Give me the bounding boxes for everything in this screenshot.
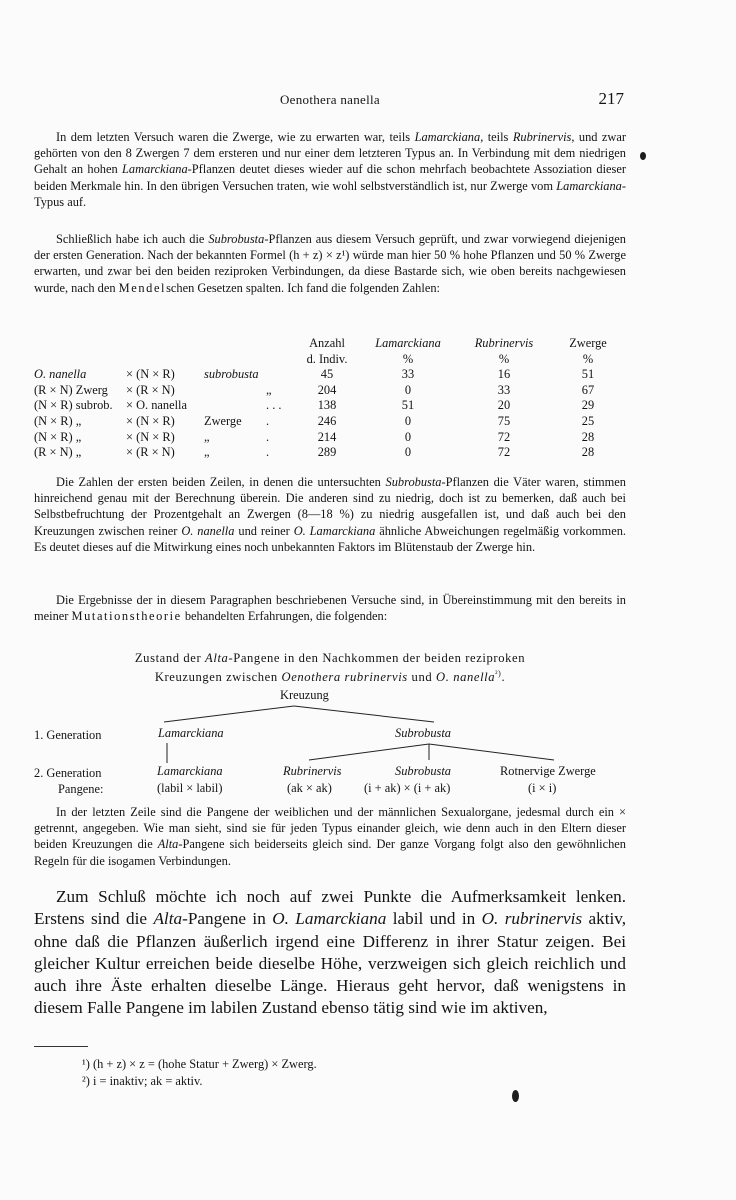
cell-count: 289 — [317, 445, 337, 460]
paragraph-4-text — [34, 592, 626, 624]
caption-line-2 — [34, 666, 626, 685]
cell-count: 138 — [317, 398, 337, 413]
cross-dots: . — [266, 429, 270, 444]
italic-term: O. Lamarckiana — [293, 523, 376, 538]
italic-term: Oenothera rubrinervis — [281, 670, 408, 685]
percent-sign: % — [402, 351, 414, 366]
percent-sign: % — [582, 351, 594, 366]
paragraph-6-text — [34, 886, 626, 1020]
cross-type — [204, 383, 266, 399]
cross-dots: . — [266, 445, 270, 460]
paragraph-2 — [34, 231, 626, 296]
cell-zwerge: 51 — [581, 367, 595, 382]
footnote-ref: ²) — [495, 669, 502, 678]
running-title: Oenothera nanella — [279, 92, 381, 107]
cell-zwerge: 29 — [581, 398, 595, 413]
pangene-rubrinervis: (ak × ak) — [287, 781, 332, 795]
cell-count: 246 — [317, 413, 337, 428]
table-row — [34, 367, 626, 383]
header-lamarckiana-text: Lamarckiana — [375, 336, 441, 350]
cross-type: Zwerge — [204, 413, 242, 428]
gen2-rotnervige-zwerge: Rotnervige Zwerge — [500, 764, 596, 778]
page-header — [34, 89, 626, 112]
header-count-line2: d. Indiv. — [306, 351, 348, 366]
cross-type — [204, 398, 266, 414]
footnote-mark: ¹) — [82, 1057, 90, 1071]
table-row — [34, 414, 626, 430]
gen1-label: 1. Generation — [34, 728, 102, 742]
cell-lamarckiana: 0 — [404, 429, 412, 444]
gen1-subrobusta: Subrobusta — [395, 726, 451, 740]
text-run: , teils — [480, 130, 513, 144]
footnotes — [82, 1056, 622, 1090]
pangene-lamarckiana: (labil × labil) — [157, 781, 223, 795]
text-run: und reiner — [234, 523, 294, 538]
gen2-label: 2. Generation — [34, 766, 102, 780]
cell-zwerge: 28 — [581, 429, 595, 444]
cross-dots — [266, 367, 296, 383]
cross-father: × (R × N) — [126, 382, 175, 397]
pangene-subrobusta: (i + ak) × (i + ak) — [364, 781, 451, 795]
italic-term: Subrobusta — [385, 475, 442, 489]
cell-lamarckiana: 0 — [404, 413, 412, 428]
ink-spot — [512, 1090, 519, 1102]
text-run: labil und in — [386, 909, 482, 929]
text-run: -Pangene sich beiderseits gleich sind. Der ganze Vorgang folgt also den gewöhnlichen Regeln für die isogamen Verbindungen. — [34, 837, 626, 868]
italic-term: Lamarckiana — [122, 162, 188, 177]
cell-rubrinervis: 72 — [497, 429, 511, 444]
cell-zwerge: 67 — [581, 382, 595, 397]
header-zwerge-text: Zwerge — [569, 336, 607, 350]
italic-term: O. rubrinervis — [481, 909, 583, 929]
caption-line-1 — [34, 650, 626, 666]
cross-type: „ — [204, 445, 210, 460]
footnote-rule — [34, 1046, 88, 1047]
footnote-text: i = inaktiv; ak = aktiv. — [92, 1074, 203, 1088]
text-run: ähnliche Abweichungen regelmäßig vorkommen. Es deutet dieses auf die Mitwirkung eines noch unbekannten Faktors im Blütenstaub der Zwerge hin. — [34, 523, 626, 554]
line-subrobusta-to-rotnervige — [429, 744, 554, 760]
paragraph-1 — [34, 129, 626, 210]
cell-zwerge: 25 — [581, 413, 595, 428]
paragraph-4 — [34, 592, 626, 624]
footnote-mark: ²) — [82, 1074, 90, 1088]
pangene-rotnervige-zwerge: (i × i) — [528, 781, 557, 795]
cross-father: × (N × R) — [126, 413, 175, 428]
cross-type: subrobusta — [204, 367, 259, 382]
italic-term: Rubrinervis — [512, 130, 572, 144]
cross-father: × (N × R) — [126, 429, 175, 444]
cell-count: 204 — [317, 382, 337, 397]
cross-mother: (N × R) subrob. — [34, 398, 113, 413]
footnote — [82, 1073, 622, 1090]
cell-lamarckiana: 0 — [404, 382, 412, 397]
spaced-title: Mutationstheorie — [71, 609, 182, 624]
cross-mother: (N × R) „ — [34, 429, 82, 444]
table-row — [34, 398, 626, 414]
cross-type: „ — [204, 429, 210, 444]
cell-lamarckiana: 33 — [401, 367, 415, 382]
spaced-name: Mendel — [118, 280, 167, 295]
text-run: In der letzten Zeile sind die Pangene der weiblichen und der männlichen Sexualorgane, jedesmal durch ein × getrennt, angegeben. Wie man sieht, sind sie für jeden Typus einander gleich, wie denn auch in den Eltern dieser beiden Kreuzungen die — [34, 805, 626, 852]
text-run: Zum Schluß möchte ich noch auf zwei Punkte die Aufmerksamkeit lenken. Erstens sind die — [34, 887, 626, 929]
cell-count: 45 — [320, 367, 334, 382]
header-rubrinervis-text: Rubrinervis — [474, 336, 534, 350]
gen2-rubrinervis: Rubrinervis — [283, 764, 342, 778]
cross-mother: (R × N) Zwerg — [34, 382, 108, 397]
table-row — [34, 430, 626, 446]
text-run: -Pflanzen deutet dieses wieder auf die schon mehrfach beobachtete Assoziation dieser beiden Merkmale hin. In den übrigen Versuchen traten, wie wohl selbstverständlich ist, nur Zwerge vom — [34, 162, 627, 193]
table-row — [34, 445, 626, 461]
cross-mother: O. nanella — [34, 367, 87, 382]
text-run: , und zwar gehörten von den 8 Zwergen 7 dem ersteren und nur einer dem letzteren Typus an. In Verbindung mit dem niedrigen Gehalt an hohen — [34, 130, 626, 177]
italic-term: Subrobusta — [208, 232, 265, 246]
text-run: Die Zahlen der ersten beiden Zeilen, in denen die untersuchten — [56, 475, 386, 489]
text-run: Schließlich habe ich auch die — [56, 232, 209, 246]
cell-rubrinervis: 72 — [497, 445, 511, 460]
line-root-to-subrobusta — [294, 706, 434, 722]
paragraph-1-text — [34, 129, 626, 210]
paragraph-5-text — [34, 804, 626, 869]
italic-term: O. Lamarckiana — [272, 909, 387, 929]
footnote-text: (h + z) × z = (hohe Statur + Zwerg) × Zwerg. — [92, 1057, 317, 1071]
text-run: -Pflanzen aus diesem Versuch geprüft, und zwar vorwiegend diejenigen der ersten Generation. Nach der bekannten Formel (h + z) × z¹) würde man hier 50 % hohe Pflanzen und 50 % Zwerge erwarten, und zwar bei den beiden reziproken Verbindungen, da diese Bastarde sich, wie oben bereits nachgewiesen wurde, nach den — [34, 232, 626, 295]
cross-father: × O. nanella — [126, 398, 188, 413]
header-count-line1: Anzahl — [309, 336, 345, 350]
paragraph-5 — [34, 804, 626, 869]
italic-term: O. nanella — [436, 670, 496, 685]
italic-term: Alta — [153, 909, 183, 929]
page-number: 217 — [598, 89, 624, 108]
cell-rubrinervis: 75 — [497, 413, 511, 428]
cell-rubrinervis: 16 — [497, 367, 511, 382]
paragraph-3-text — [34, 474, 626, 555]
italic-term: Lamarckiana — [556, 178, 622, 193]
cell-count: 214 — [317, 429, 337, 444]
text-run: Zustand der — [134, 651, 206, 665]
text-run: behandelten Erfahrungen, die folgenden: — [181, 609, 388, 624]
cell-rubrinervis: 20 — [497, 398, 511, 413]
paragraph-2-text — [34, 231, 626, 296]
cross-dots: „ — [266, 382, 272, 397]
results-table — [34, 336, 626, 461]
percent-sign: % — [498, 351, 510, 366]
paragraph-6 — [34, 886, 626, 1020]
table-header-row — [34, 336, 626, 367]
text-run: schen Gesetzen spalten. Ich fand die folgenden Zahlen: — [166, 280, 440, 295]
cross-father: × (R × N) — [126, 445, 175, 460]
footnote — [82, 1056, 622, 1073]
italic-term: Alta — [205, 651, 229, 665]
text-run: und — [407, 670, 436, 685]
text-run: -Typus auf. — [34, 178, 626, 209]
text-run: Die Ergebnisse der in diesem Paragraphen beschriebenen Versuche sind, in Übereinstimmung mit den bereits in meiner — [34, 593, 626, 624]
cell-zwerge: 28 — [581, 445, 595, 460]
gen2-subrobusta: Subrobusta — [395, 764, 451, 778]
gen1-lamarckiana: Lamarckiana — [158, 726, 224, 740]
cell-lamarckiana: 0 — [404, 445, 412, 460]
text-run: -Pflanzen die Väter waren, stimmen hinreichend genau mit der Berechnung überein. Die anderen sind zu niedrig, doch ist zu bemerken, daß auch bei Selbstbefruchtung der Prozentgehalt an Zwergen (8—18 %) zu niedrig ausgefallen ist, und daß auch bei den Kreuzungen zwischen reiner — [34, 475, 626, 538]
paragraph-3 — [34, 474, 626, 555]
scheme-caption — [34, 650, 626, 685]
cross-dots: . . . — [266, 398, 282, 413]
header-lamarckiana — [358, 336, 458, 367]
ink-spot — [640, 152, 646, 160]
italic-term: Alta — [157, 837, 179, 852]
cross-mother: (N × R) „ — [34, 413, 82, 428]
cross-dots: . — [266, 413, 270, 428]
italic-term: Lamarckiana — [414, 130, 481, 144]
tree-root: Kreuzung — [280, 688, 329, 702]
pangene-label: Pangene: — [58, 782, 104, 796]
text-run: . — [501, 670, 506, 685]
text-run: -Pangene in — [182, 909, 273, 929]
cell-rubrinervis: 33 — [497, 382, 511, 397]
text-run: aktiv, ohne daß die Pflanzen äußerlich irgend eine Differenz in ihrer Statur zeigen. Bei gleicher Kultur erreichen beide dieselbe Höhe, verzweigen sich gleich reichlich und auch ihre Äste erhalten dieselbe Länge. Hieraus geht hervor, daß wenigstens in diesem Falle Pangene im labilen Zustand ebenso tätig sind wie im aktiven, — [34, 909, 627, 1018]
cross-father: × (N × R) — [126, 367, 175, 382]
line-root-to-lamarckiana — [164, 706, 294, 722]
text-run: In dem letzten Versuch waren die Zwerge, wie zu erwarten war, teils — [56, 130, 415, 144]
header-rubrinervis — [458, 336, 550, 367]
table-row — [34, 383, 626, 399]
header-zwerge — [550, 336, 626, 367]
text-run: Kreuzungen zwischen — [154, 670, 282, 685]
gen2-lamarckiana: Lamarckiana — [157, 764, 223, 778]
italic-term: O. nanella — [181, 523, 235, 538]
cross-mother: (R × N) „ — [34, 445, 82, 460]
crossing-scheme — [34, 688, 626, 800]
text-run: -Pangene in den Nachkommen der beiden reziproken — [228, 651, 526, 665]
line-subrobusta-to-rubrinervis — [309, 744, 429, 760]
header-count — [296, 336, 358, 367]
cell-lamarckiana: 51 — [401, 398, 415, 413]
